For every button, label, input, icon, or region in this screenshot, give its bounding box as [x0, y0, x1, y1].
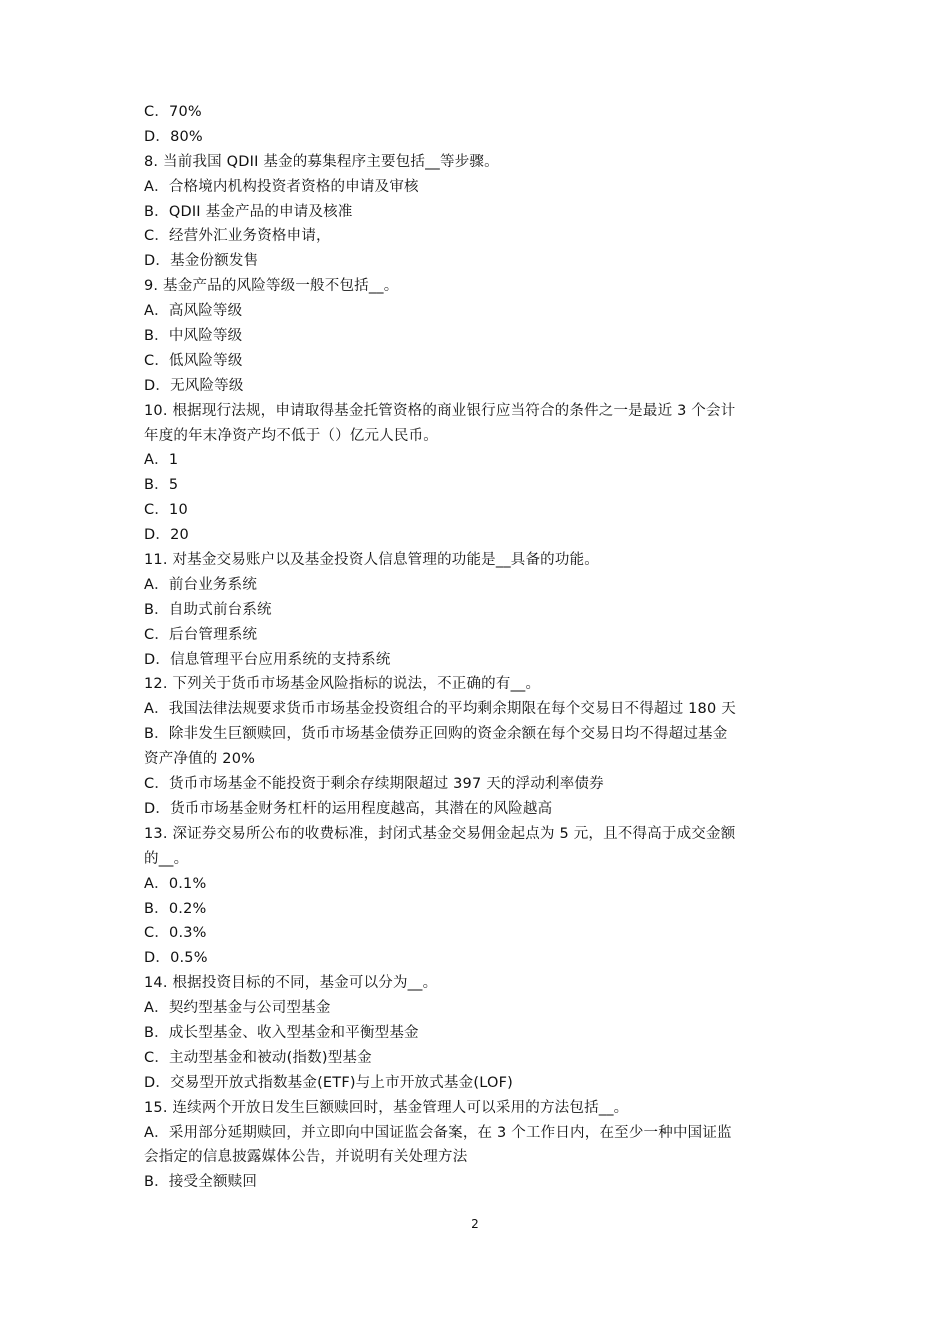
question-line: 10. 根据现行法规，申请取得基金托管资格的商业银行应当符合的条件之一是最近 3 个会计	[144, 402, 736, 419]
text-line: 的__。	[144, 850, 189, 867]
text-line: D．80%	[144, 128, 203, 145]
question-line: 15. 连续两个开放日发生巨额赎回时，基金管理人可以采用的方法包括__。	[144, 1099, 629, 1116]
text-line: B．QDII 基金产品的申请及核准	[144, 203, 353, 220]
text-line: C．0.3%	[144, 925, 207, 942]
text-line: C．低风险等级	[144, 352, 243, 369]
text-line: B．成长型基金、收入型基金和平衡型基金	[144, 1024, 419, 1041]
document-page-body	[144, 100, 816, 1195]
text-line: D．货币市场基金财务杠杆的运用程度越高，其潜在的风险越高	[144, 800, 553, 817]
text-line: B．除非发生巨额赎回，货币市场基金债券正回购的资金余额在每个交易日均不得超过基金	[144, 726, 728, 743]
question-line: 12. 下列关于货币市场基金风险指标的说法，不正确的有__。	[144, 676, 541, 693]
text-line: C．10	[144, 502, 188, 519]
text-line: A．合格境内机构投资者资格的申请及审核	[144, 178, 419, 195]
text-line: C．经营外汇业务资格申请，	[144, 228, 331, 245]
question-line: 14. 根据投资目标的不同，基金可以分为__。	[144, 975, 438, 992]
text-line: 年度的年末净资产均不低于（）亿元人民币。	[144, 427, 438, 444]
question-line: 13. 深证券交易所公布的收费标准，封闭式基金交易佣金起点为 5 元，且不得高于成交金额	[144, 825, 736, 842]
text-line: C．后台管理系统	[144, 626, 258, 643]
question-line: 9. 基金产品的风险等级一般不包括__。	[144, 278, 399, 295]
text-line: D．0.5%	[144, 950, 208, 967]
text-line: A．0.1%	[144, 875, 207, 892]
question-line: 8. 当前我国 QDII 基金的募集程序主要包括__等步骤。	[144, 153, 499, 170]
text-line: A．采用部分延期赎回，并立即向中国证监会备案，在 3 个工作日内，在至少一种中国证监	[144, 1124, 732, 1141]
text-line: 会指定的信息披露媒体公告，并说明有关处理方法	[144, 1149, 468, 1166]
text-line: B．0.2%	[144, 900, 207, 917]
text-line: D．20	[144, 527, 189, 544]
text-line: A．1	[144, 452, 179, 469]
text-line: A．我国法律法规要求货币市场基金投资组合的平均剩余期限在每个交易日不得超过 180 天	[144, 701, 736, 718]
text-line: D．信息管理平台应用系统的支持系统	[144, 651, 391, 668]
text-line: A．高风险等级	[144, 303, 243, 320]
text-line: A．契约型基金与公司型基金	[144, 1000, 331, 1017]
text-line: B．中风险等级	[144, 328, 243, 345]
text-line: D．无风险等级	[144, 377, 244, 394]
text-line: C．货币市场基金不能投资于剩余存续期限超过 397 天的浮动利率债券	[144, 776, 604, 793]
text-line: D．交易型开放式指数基金(ETF)与上市开放式基金(LOF)	[144, 1074, 513, 1091]
text-line: A．前台业务系统	[144, 576, 258, 593]
text-line: C．主动型基金和被动(指数)型基金	[144, 1049, 372, 1066]
text-line: B．5	[144, 477, 179, 494]
question-line: 11. 对基金交易账户以及基金投资人信息管理的功能是__具备的功能。	[144, 552, 599, 569]
page-number: 2	[471, 1217, 479, 1231]
text-line: C．70%	[144, 104, 202, 120]
text-line: D．基金份额发售	[144, 253, 259, 270]
text-line: B．自助式前台系统	[144, 601, 272, 618]
text-line: 资产净值的 20%	[144, 751, 256, 768]
text-line: B．接受全额赎回	[144, 1174, 258, 1191]
